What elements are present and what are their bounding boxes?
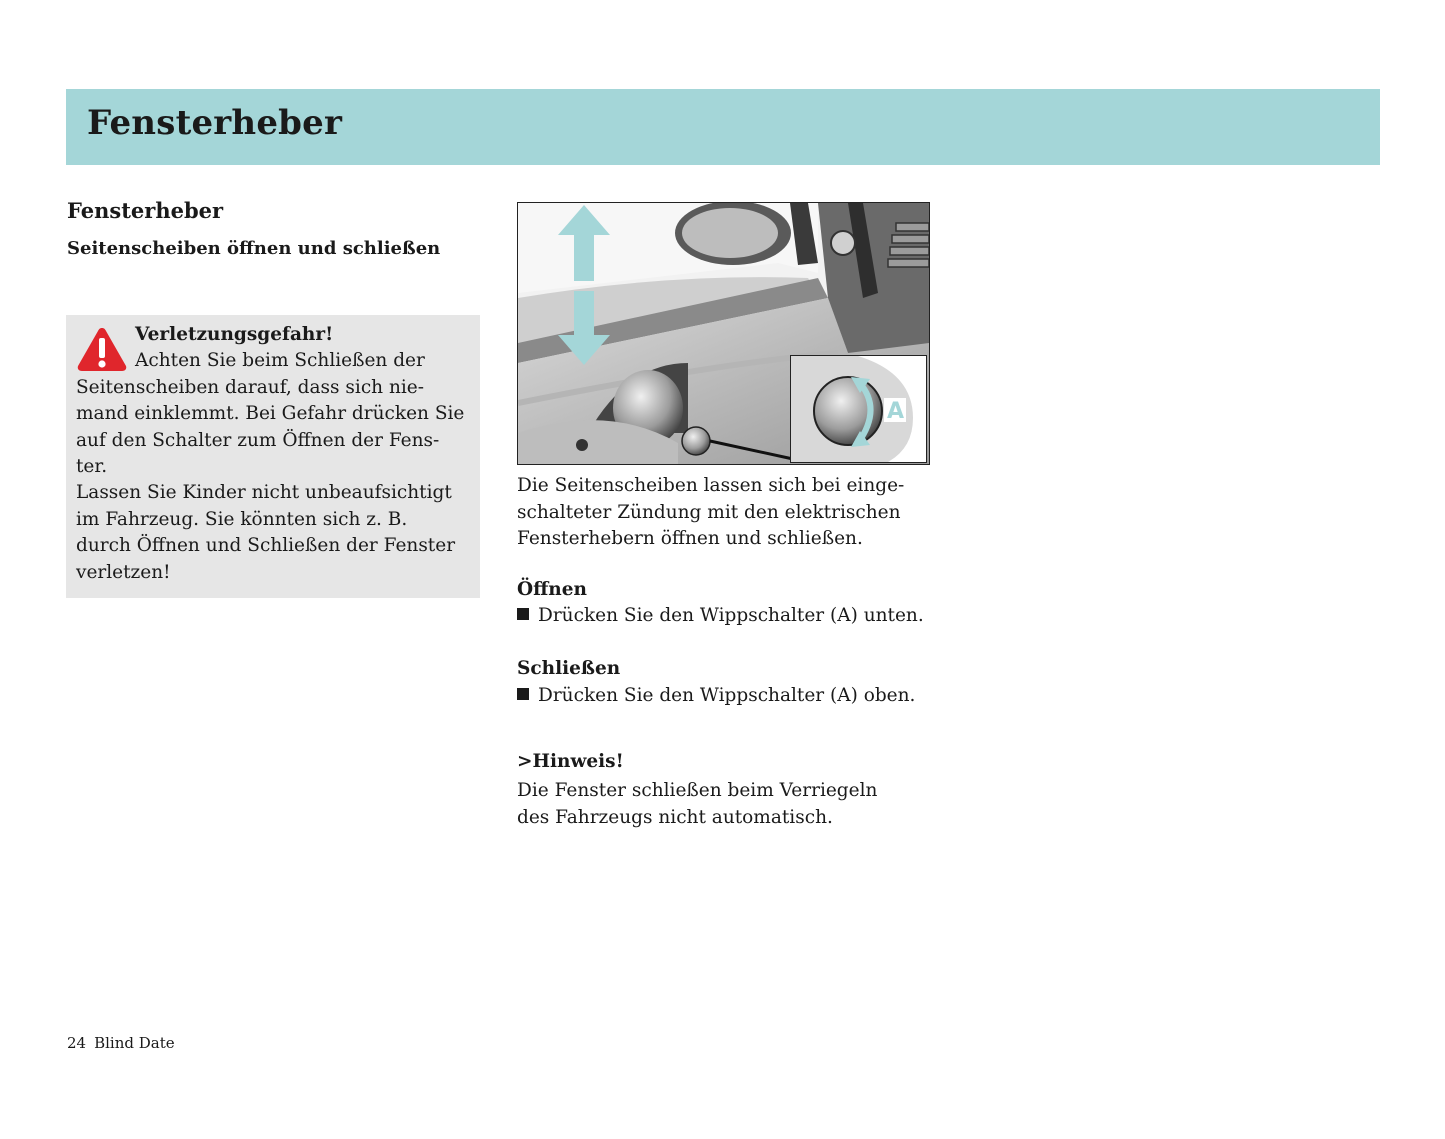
section-title: Fensterheber xyxy=(67,198,224,223)
warning-line: Lassen Sie Kinder nicht unbeaufsichtigt xyxy=(76,482,452,504)
close-heading: Schließen xyxy=(517,658,621,679)
section-subtitle: Seitenscheiben öffnen und schließen xyxy=(67,238,441,259)
open-heading: Öffnen xyxy=(517,579,587,600)
warning-line: im Fahrzeug. Sie könnten sich z. B. xyxy=(76,508,408,530)
open-instruction-text: Drücken Sie den Wippschalter (A) unten. xyxy=(538,605,924,626)
figure-caption xyxy=(517,473,937,553)
note-line: des Fahrzeugs nicht automatisch. xyxy=(517,807,833,828)
bullet-icon xyxy=(517,608,529,620)
note-line: Die Fenster schließen beim Verriegeln xyxy=(517,780,878,801)
open-instruction xyxy=(517,605,924,626)
note-heading: >Hinweis! xyxy=(517,751,624,772)
note-text xyxy=(517,777,937,831)
page-number: 24 xyxy=(67,1034,87,1052)
warning-line: mand einklemmt. Bei Gefahr drücken Sie xyxy=(76,403,465,425)
warning-box xyxy=(66,315,480,598)
warning-line: auf den Schalter zum Öffnen der Fens- xyxy=(76,429,440,451)
close-instruction xyxy=(517,685,915,706)
caption-line: schalteter Zündung mit den elektrischen xyxy=(517,501,901,523)
close-instruction-text: Drücken Sie den Wippschalter (A) oben. xyxy=(538,685,916,706)
page-title: Fensterheber xyxy=(87,103,343,143)
window-switch-illustration xyxy=(517,202,930,465)
warning-title: Verletzungsgefahr! xyxy=(135,324,334,345)
switch-label-a: A xyxy=(887,399,905,424)
warning-line: durch Öffnen und Schließen der Fenster xyxy=(76,535,456,557)
caption-line: Die Seitenscheiben lassen sich bei einge- xyxy=(517,475,905,496)
warning-line: Achten Sie beim Schließen der xyxy=(135,350,425,372)
warning-line: verletzen! xyxy=(76,561,171,583)
warning-text xyxy=(76,322,474,586)
warning-line: Seitenscheiben darauf, dass sich nie- xyxy=(76,376,425,398)
footer-title: Blind Date xyxy=(94,1034,175,1052)
header-band xyxy=(66,89,1380,165)
page-footer xyxy=(67,1034,175,1052)
bullet-icon xyxy=(517,688,529,700)
caption-line: Fensterhebern öffnen und schließen. xyxy=(517,528,863,549)
warning-line: ter. xyxy=(76,456,108,478)
